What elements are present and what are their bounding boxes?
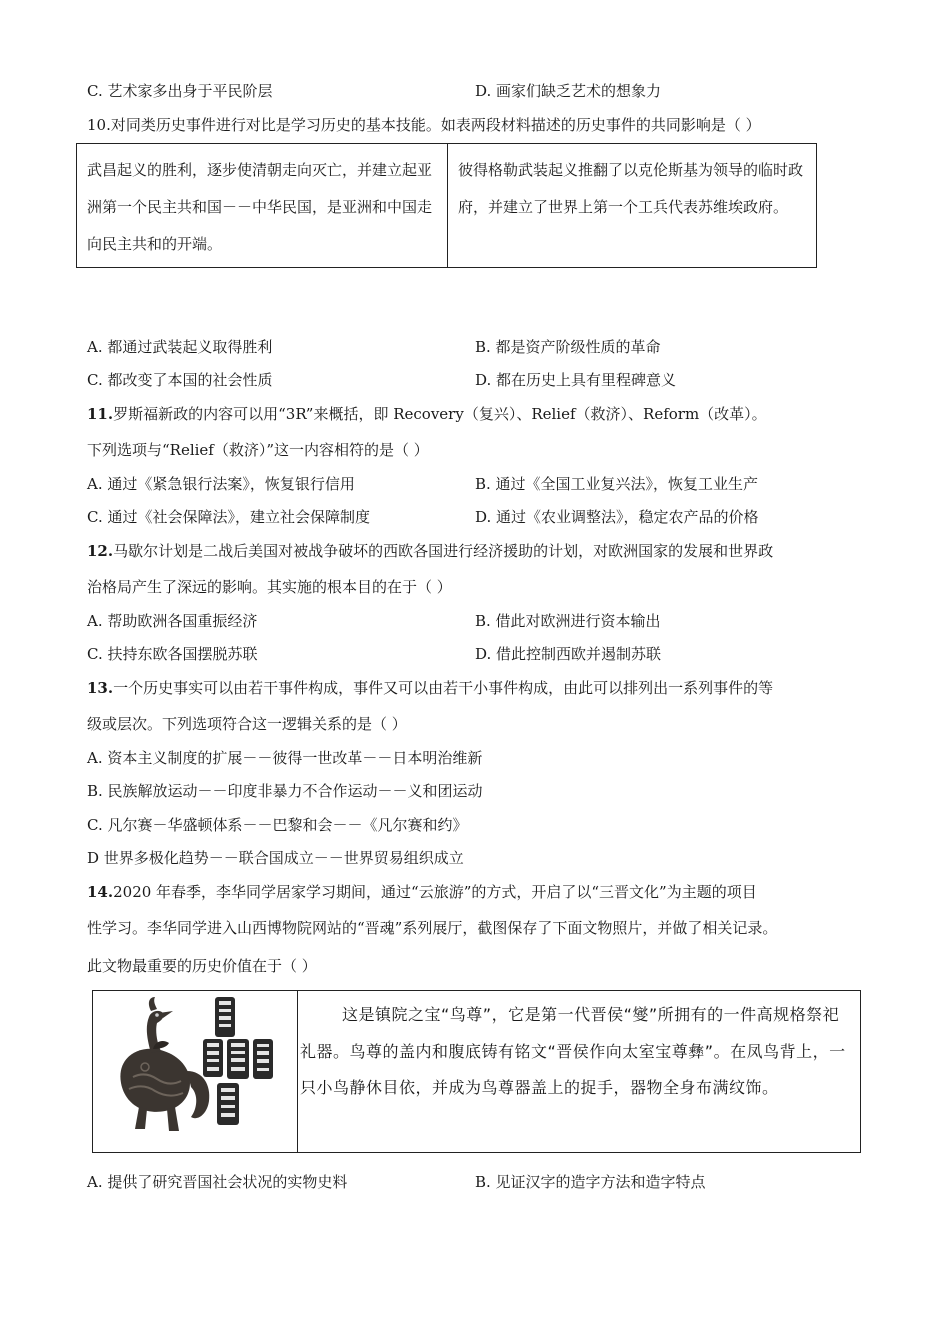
bird-zun-photo: [93, 991, 296, 1151]
bird-zun-vessel-icon: [120, 997, 209, 1131]
q11-stem-line2: 下列选项与“Relief（救济）”这一内容相符的是（ ）: [87, 441, 429, 459]
inscription-rubbing-icon: [203, 997, 273, 1125]
q11-option-c: C. 通过《社会保障法》，建立社会保障制度: [87, 508, 370, 526]
q11-option-a: A. 通过《紧急银行法案》，恢复银行信用: [87, 475, 355, 493]
q12-stem-text: 马歇尔计划是二战后美国对被战争破坏的西欧各国进行经济援助的计划，对欧洲国家的发展和世界政: [113, 542, 774, 560]
q14-box-text: 这是镇院之宝“鸟尊”，它是第一代晋侯“燮”所拥有的一件高规格祭祀礼器。鸟尊的盖内和腹底铸有铭文“晋侯作向太室宝尊彝”。在凤鸟背上，一只小鸟静休目依，并成为鸟尊器盖上的捉手，器物全身布满纹饰。: [300, 1005, 846, 1097]
q10-option-a: A. 都通过武装起义取得胜利: [87, 338, 273, 356]
q10-stem: 10.对同类历史事件进行对比是学习历史的基本技能。如表两段材料描述的历史事件的共同影响是（ ）: [87, 116, 761, 134]
q12-option-d: D. 借此控制西欧并遏制苏联: [475, 645, 662, 663]
q9-option-d: D. 画家们缺乏艺术的想象力: [475, 82, 662, 100]
q14-number: 14.: [87, 883, 114, 901]
q13-stem-line1: [87, 678, 773, 698]
q10-table-left: 武昌起义的胜利，逐步使清朝走向灭亡，并建立起亚洲第一个民主共和国－－中华民国，是亚洲和中国走向民主共和的开端。: [77, 144, 448, 268]
q12-option-b: B. 借此对欧洲进行资本输出: [475, 612, 661, 630]
q13-option-b: B. 民族解放运动－－印度非暴力不合作运动－－义和团运动: [87, 782, 483, 800]
q12-stem-line1: [87, 541, 773, 561]
q13-stem-line2: 级或层次。下列选项符合这一逻辑关系的是（ ）: [87, 715, 407, 733]
q10-option-d: D. 都在历史上具有里程碑意义: [475, 371, 677, 389]
q10-comparison-table: [76, 143, 817, 268]
q11-number: 11.: [87, 405, 114, 423]
q13-stem-text: 一个历史事实可以由若干事件构成，事件又可以由若干小事件构成，由此可以排列出一系列事件的等: [113, 679, 774, 697]
q14-stem-line3: 此文物最重要的历史价值在于（ ）: [87, 957, 317, 975]
q12-number: 12.: [87, 542, 114, 560]
q12-option-a: A. 帮助欧洲各国重振经济: [87, 612, 258, 630]
q13-option-a: A. 资本主义制度的扩展－－彼得一世改革－－日本明治维新: [87, 749, 483, 767]
q9-option-c: C. 艺术家多出身于平民阶层: [87, 82, 273, 100]
q10-option-c: C. 都改变了本国的社会性质: [87, 371, 273, 389]
q11-stem-text: 罗斯福新政的内容可以用“3R”来概括，即 Recovery（复兴）、Relief（救济）、Reform（改革）。: [113, 405, 767, 423]
q12-stem-line2: 治格局产生了深远的影响。其实施的根本目的在于（ ）: [87, 578, 452, 596]
q14-option-a: A. 提供了研究晋国社会状况的实物史料: [87, 1173, 348, 1191]
q14-option-b: B. 见证汉字的造字方法和造字特点: [475, 1173, 706, 1191]
q13-number: 13.: [87, 679, 114, 697]
q13-option-c: C. 凡尔赛－华盛顿体系－－巴黎和会－－《凡尔赛和约》: [87, 816, 468, 834]
q10-table-right: 彼得格勒武装起义推翻了以克伦斯基为领导的临时政府，并建立了世界上第一个工兵代表苏维埃政府。: [448, 144, 817, 268]
artifact-image-cell: [93, 991, 298, 1152]
q11-option-b: B. 通过《全国工业复兴法》，恢复工业生产: [475, 475, 759, 493]
q14-stem-line1: [87, 882, 757, 902]
q14-artifact-box: [92, 990, 861, 1153]
q11-option-d: D. 通过《农业调整法》，稳定农产品的价格: [475, 508, 759, 526]
q12-option-c: C. 扶持东欧各国摆脱苏联: [87, 645, 258, 663]
q11-stem-line1: [87, 404, 767, 424]
q14-stem-line2: 性学习。李华同学进入山西博物院网站的“晋魂”系列展厅，截图保存了下面文物照片，并做了相关记录。: [87, 919, 778, 937]
q14-stem-text: 2020 年春季，李华同学居家学习期间，通过“云旅游”的方式，开启了以“三晋文化”为主题的项目: [113, 883, 757, 901]
q14-artifact-description: [300, 997, 850, 1107]
q10-option-b: B. 都是资产阶级性质的革命: [475, 338, 661, 356]
q13-option-d: D 世界多极化趋势－－联合国成立－－世界贸易组织成立: [87, 849, 464, 867]
